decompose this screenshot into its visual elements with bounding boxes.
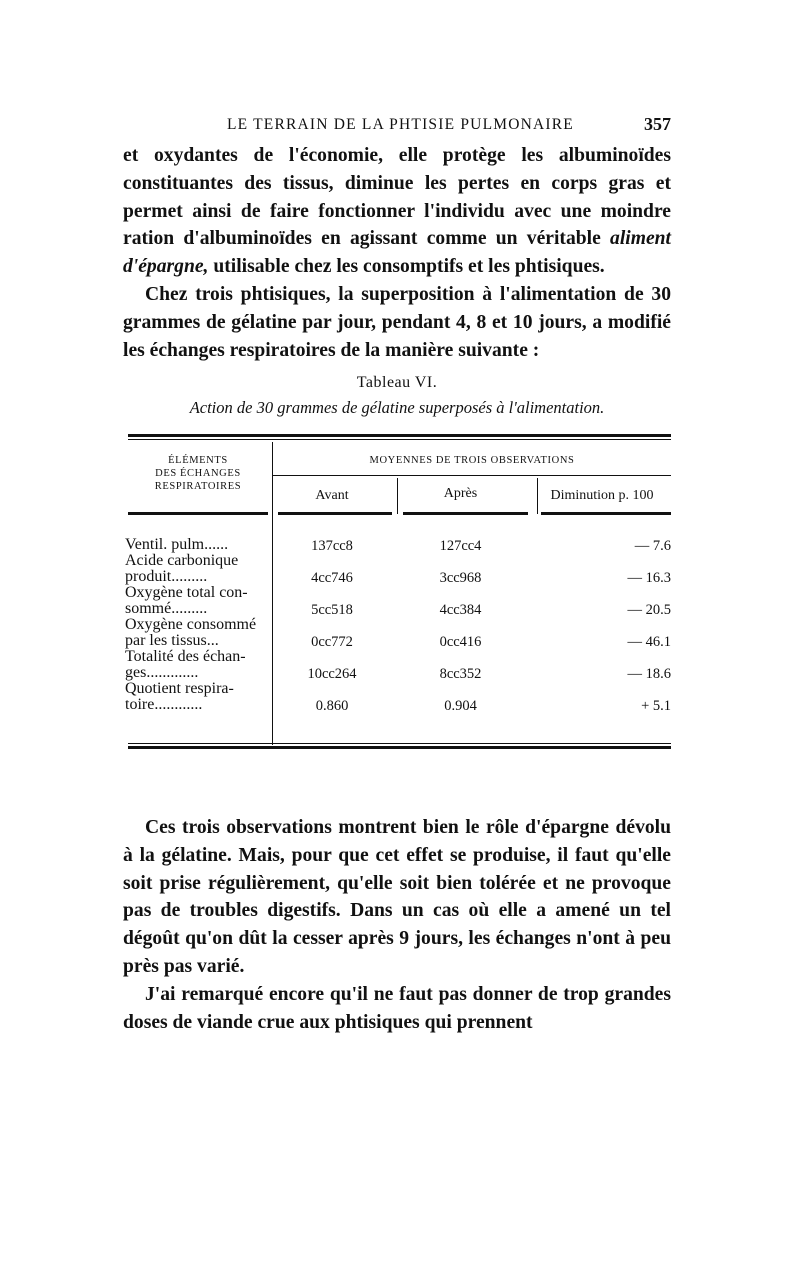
table-bottom-rule-thin	[128, 743, 671, 744]
stub-header-line-1: ÉLÉMENTS	[168, 455, 228, 467]
group-header-rule	[273, 475, 671, 476]
page-number: 357	[644, 114, 671, 134]
cell-apres-5: 8cc352	[439, 666, 482, 683]
row-label-2: Acide carbonique produit.........	[125, 552, 239, 586]
italic-term: aliment d'épargne,	[123, 228, 671, 278]
text-block-bottom	[123, 814, 671, 1036]
column-header-avant: Avant	[315, 488, 349, 504]
header-rule-1	[128, 512, 268, 515]
cell-diminution-2: — 16.3	[627, 570, 671, 587]
cell-diminution-6: + 5.1	[641, 698, 671, 715]
column-header-diminution: Diminution p. 100	[550, 488, 654, 504]
cell-diminution-3: — 20.5	[627, 602, 671, 619]
cell-avant-1: 137cc8	[311, 538, 353, 555]
cell-apres-2: 3cc968	[439, 570, 482, 587]
cell-apres-1: 127cc4	[439, 538, 482, 555]
stub-header	[128, 454, 268, 493]
cell-avant-5: 10cc264	[307, 666, 357, 683]
table-caption: Action de 30 grammes de gélatine superposés à l'alimentation.	[189, 398, 605, 418]
header-rule-4	[541, 512, 671, 515]
header-rule-3	[403, 512, 528, 515]
row-label-4: Oxygène consommé par les tissus...	[125, 616, 257, 650]
cell-apres-3: 4cc384	[439, 602, 482, 619]
table-top-rule	[128, 434, 671, 437]
cell-diminution-5: — 18.6	[627, 666, 671, 683]
paragraph-1	[123, 142, 671, 281]
paragraph-1-end: utilisable chez les consomptifs et les phtisiques.	[208, 256, 605, 278]
group-header: MOYENNES DE TROIS OBSERVATIONS	[369, 455, 575, 467]
paragraph-1-start: et oxydantes de l'économie, elle protège les albuminoïdes constituantes des tissus, diminue les pertes en corps gras et permet ainsi de faire fonctionner l'individu avec une moindre ration d'albuminoïdes en agissant comme un véritable	[123, 145, 671, 250]
stub-header-line-2: DES ÉCHANGES	[155, 468, 241, 480]
cell-diminution-1: — 7.6	[634, 538, 671, 555]
cell-avant-4: 0cc772	[311, 634, 353, 651]
stub-header-line-3: RESPIRATOIRES	[154, 481, 242, 493]
header-rule-2	[278, 512, 392, 515]
running-title: LE TERRAIN DE LA PHTISIE PULMONAIRE	[227, 116, 574, 133]
cell-avant-6: 0.860	[315, 698, 349, 715]
cell-apres-6: 0.904	[444, 698, 477, 715]
cell-avant-3: 5cc518	[311, 602, 353, 619]
table-label: Tableau VI.	[356, 374, 438, 392]
column-header-apres: Après	[443, 486, 478, 502]
page-body	[123, 112, 671, 759]
paragraph-4: J'ai remarqué encore qu'il ne faut pas donner de trop grandes doses de viande crue aux phtisiques qui prennent	[123, 983, 671, 1033]
column-rule-2	[397, 478, 398, 514]
table-bottom-rule	[128, 746, 671, 749]
text-block-top	[123, 142, 671, 364]
row-label-3: Oxygène total con- sommé.........	[125, 584, 248, 618]
data-table	[123, 434, 671, 759]
cell-avant-2: 4cc746	[311, 570, 353, 587]
running-head	[123, 112, 671, 142]
row-label-1: Ventil. pulm......	[125, 536, 229, 554]
cell-apres-4: 0cc416	[439, 634, 482, 651]
table-top-rule-thin	[128, 439, 671, 440]
row-label-6: Quotient respira- toire............	[125, 680, 234, 714]
paragraph-3: Ces trois observations montrent bien le rôle d'épargne dévolu à la gélatine. Mais, pour que cet effet se produise, il faut qu'elle soit prise régulièrement, qu'elle soit bien tolérée et ne provoque pas de troubles digestifs. Dans un cas où elle a amené un tel dégoût qu'on dût la cesser après 9 jours, les échanges n'ont à peu près pas varié.	[123, 817, 671, 977]
cell-diminution-4: — 46.1	[627, 634, 671, 651]
paragraph-2: Chez trois phtisiques, la superposition à l'alimentation de 30 grammes de gélatine par jour, pendant 4, 8 et 10 jours, a modifié les échanges respiratoires de la manière suivante :	[123, 283, 671, 361]
row-label-5: Totalité des échan- ges.............	[125, 648, 246, 682]
column-rule-3	[537, 478, 538, 514]
